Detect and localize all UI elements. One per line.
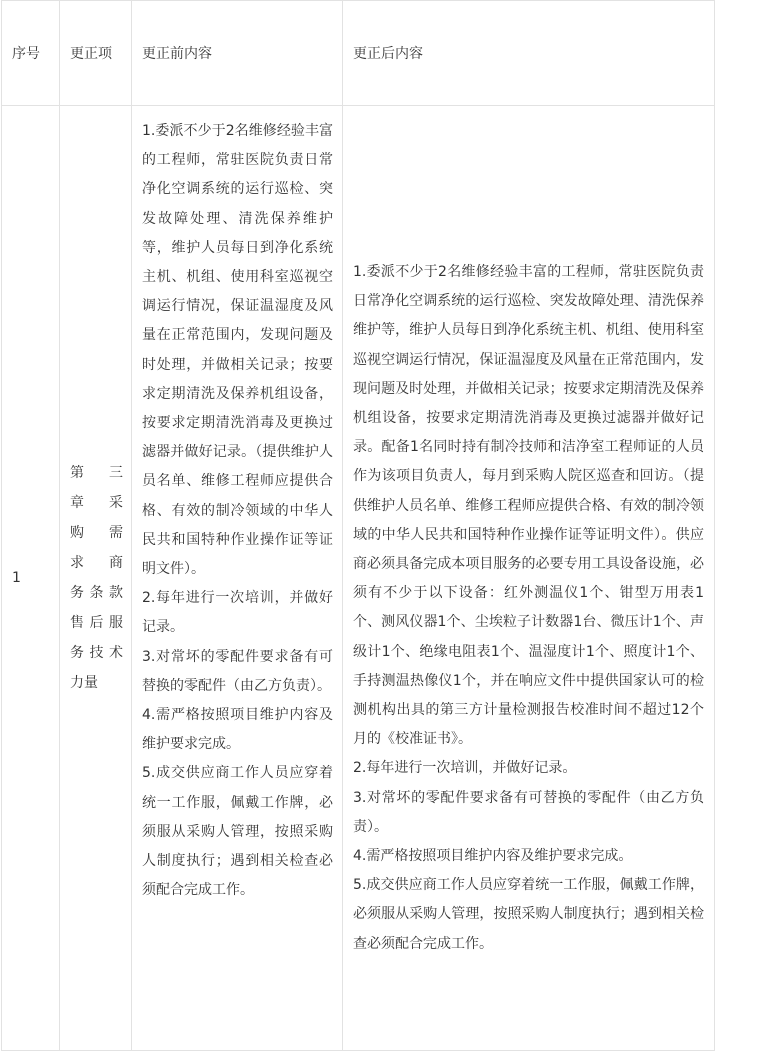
seq-cell: 1 xyxy=(2,106,60,1051)
before-content: 1.委派不少于2名维修经验丰富的工程师，常驻医院负责日常净化空调系统的运行巡检、突发故障处理、清洗保养维护等，维护人员每日到净化系统主机、机组、使用科室巡视空调运行情况，保证温湿度及风量在正常范围内，发现问题及时处理，并做相关记录；按要求定期清洗及保养机组设备，按要求定期清洗消毒及更换过滤器并做好记录。（提供维护人员名单、维修工程师应提供合格、有效的制冷领域的中华人民共和国特种作业操作证等证明文件）。 2.每年进行一次培训，并做好记录。 3.对常坏的零配件要求备有可替换的零配件（由乙方负责）。 4.需严格按照项目维护内容及维护要求完成。 5.成交供应商工作人员应穿着统一工作服，佩戴工作牌，必须服从采购人管理，按照采购人制度执行；遇到相关检查必须配合完成工作。 xyxy=(142,123,333,899)
header-item: 更正项 xyxy=(60,1,132,106)
header-seq: 序号 xyxy=(2,1,60,106)
item-cell: 第 三 章 采 购 需 求 商 务条款 售后服 务技术 力量 xyxy=(60,106,132,1051)
correction-table xyxy=(1,0,715,1051)
before-content-cell xyxy=(132,106,343,1051)
header-after: 更正后内容 xyxy=(343,1,715,106)
table-row xyxy=(2,106,715,1051)
after-content: 1.委派不少于2名维修经验丰富的工程师，常驻医院负责日常净化空调系统的运行巡检、突发故障处理、清洗保养维护等，维护人员每日到净化系统主机、机组、使用科室巡视空调运行情况，保证温湿度及风量在正常范围内，发现问题及时处理，并做相关记录；按要求定期清洗及保养机组设备，按要求定期清洗消毒及更换过滤器并做好记录。配备1名同时持有制冷技师和洁净室工程师证的人员作为该项目负责人，每月到采购人院区巡查和回访。（提供维护人员名单、维修工程师应提供合格、有效的制冷领域的中华人民共和国特种作业操作证等证明文件）。供应商必须具备完成本项目服务的必要专用工具设备设施，必须有不少于以下设备：红外测温仪1个、钳型万用表1个、测风仪器1个、尘埃粒子计数器1台、微压计1个、声级计1个、绝缘电阻表1个、温湿度计1个、照度计1个、手持测温热像仪1个，并在响应文件中提供国家认可的检测机构出具的第三方计量检测报告校准时间不超过12个月的《校准证书》。 2.每年进行一次培训，并做好记录。 3.对常坏的零配件要求备有可替换的零配件（由乙方负责）。 4.需严格按照项目维护内容及维护要求完成。 5.成交供应商工作人员应穿着统一工作服，佩戴工作牌，必须服从采购人管理，按照采购人制度执行；遇到相关检查必须配合完成工作。 xyxy=(353,264,704,952)
after-content-cell xyxy=(343,106,715,1051)
header-before: 更正前内容 xyxy=(132,1,343,106)
header-row xyxy=(2,1,715,106)
